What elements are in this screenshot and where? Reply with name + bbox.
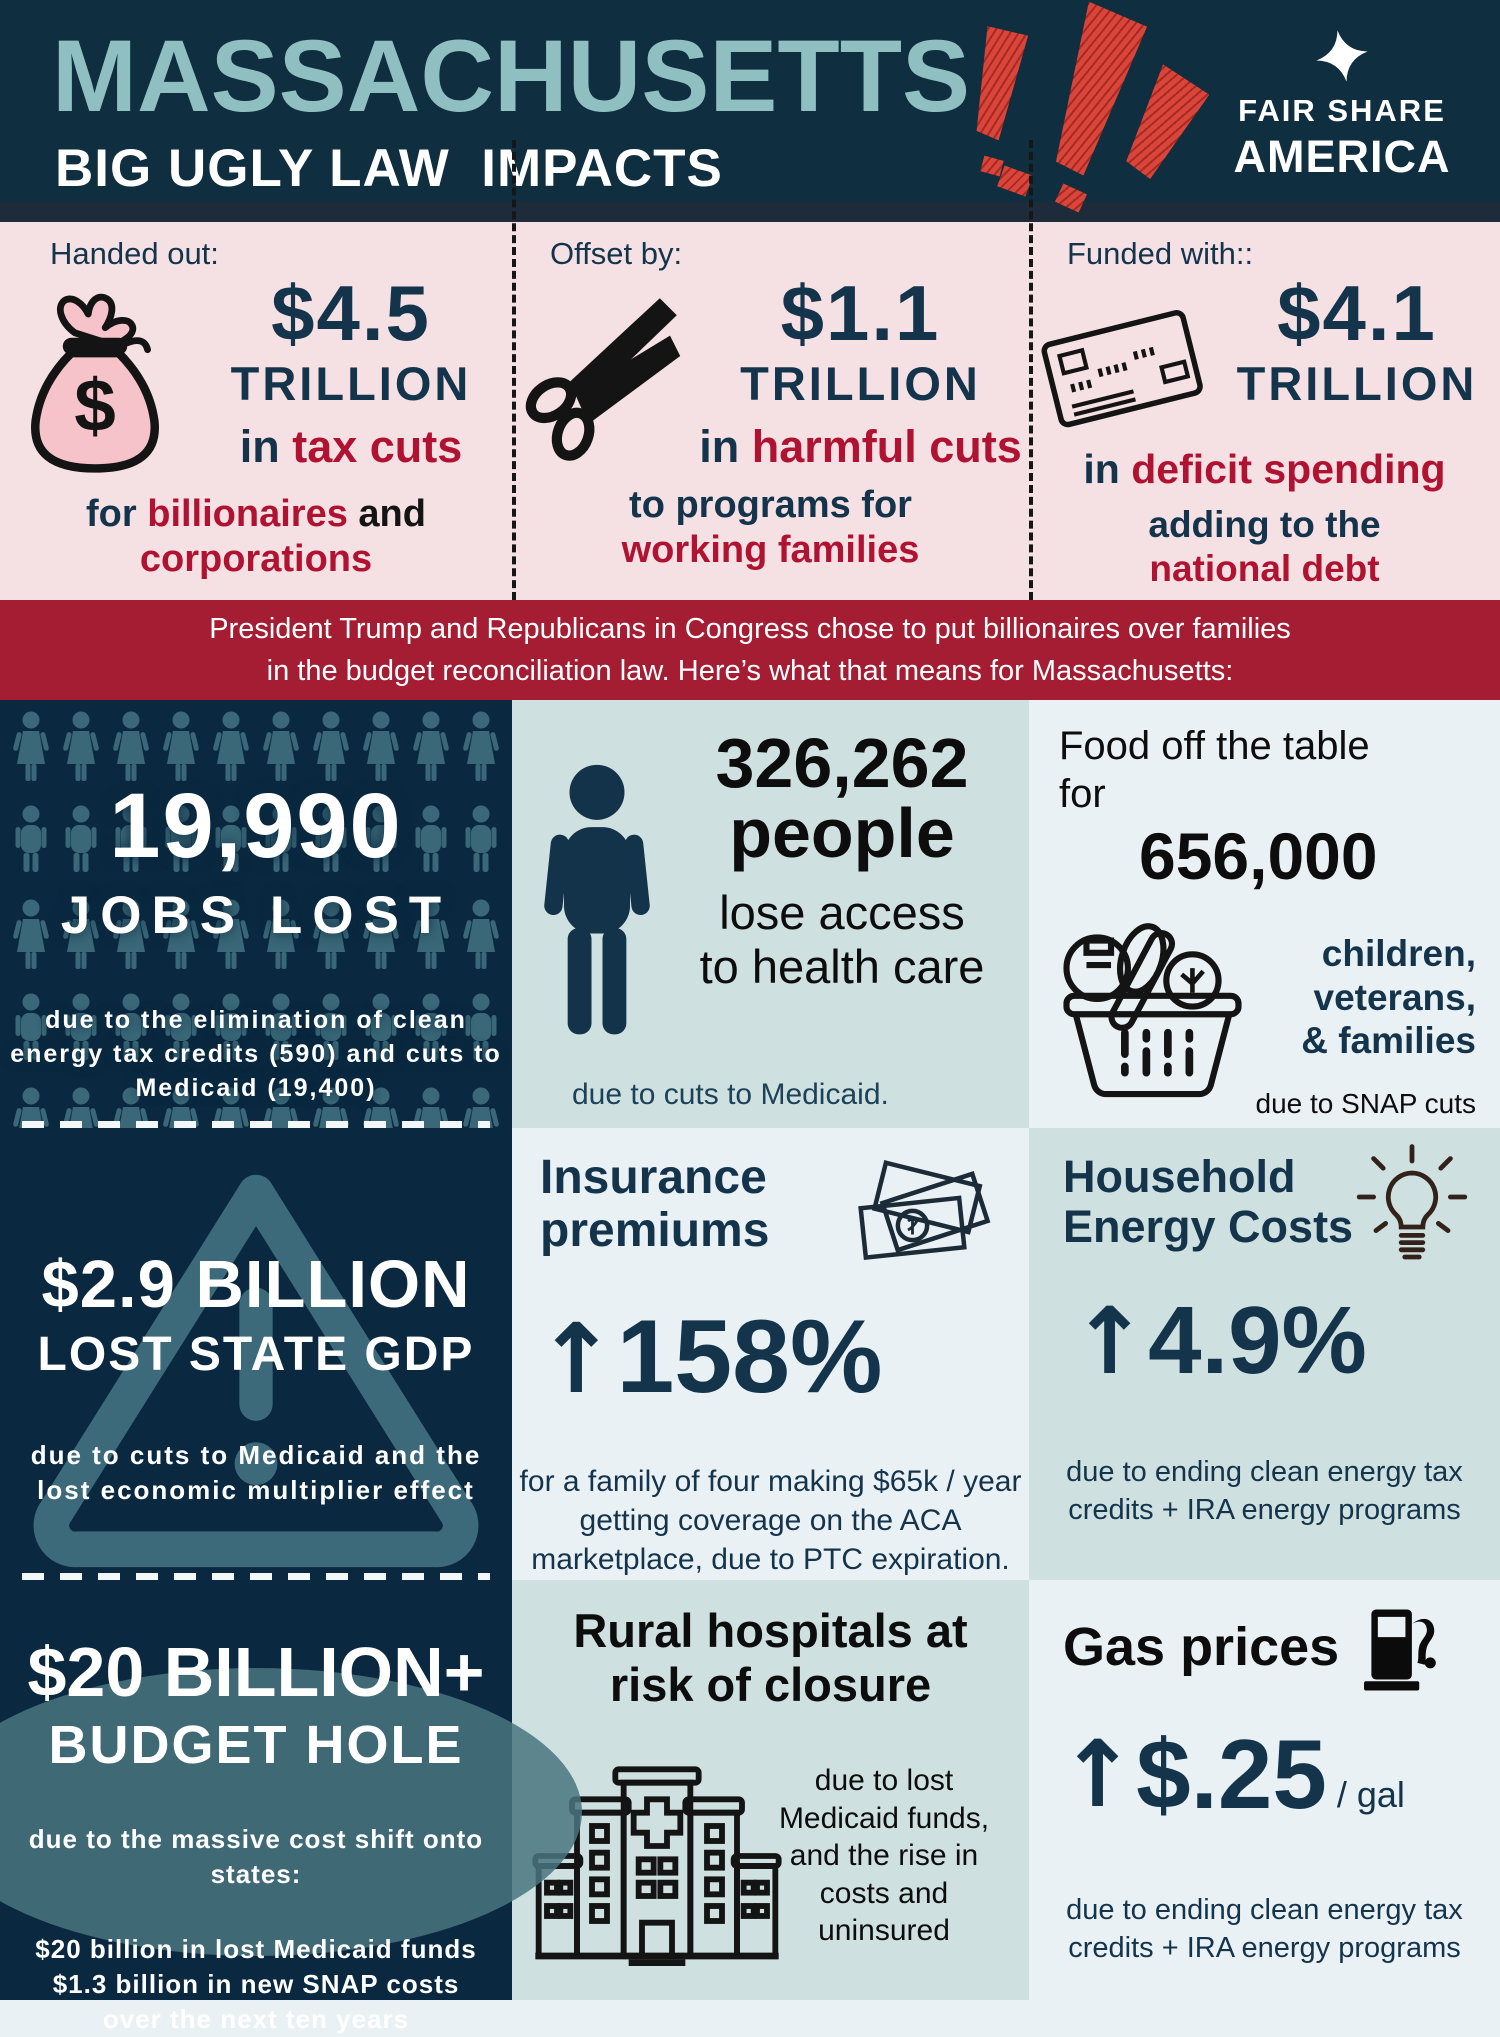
premiums-value-row [536, 1298, 1053, 1417]
page-subtitle: BIG UGLY LAW IMPACTS [55, 139, 723, 198]
gas-pump-icon [1353, 1604, 1445, 1696]
gas-value: $.25 [1136, 1719, 1327, 1829]
card-unit: TRILLION [740, 357, 981, 410]
energy-note: due to ending clean energy tax credits + IRA energy programs [1066, 1456, 1463, 1526]
svg-text:$: $ [74, 363, 116, 448]
page-title: MASSACHUSETTS [52, 19, 971, 133]
up-arrow: ↑ [1059, 1721, 1137, 1828]
summary-card-tax-cuts [0, 222, 512, 600]
card-amount: $1.1 [780, 269, 941, 357]
person-icon [542, 762, 652, 1072]
food-intro: Food off the table for [1059, 724, 1370, 816]
energy-value-row [1071, 1286, 1367, 1396]
stat-gas-prices [1029, 1580, 1500, 2000]
healthcare-value: 326,262 [715, 724, 969, 802]
hospitals-note: due to lost Medicaid funds, and the rise in costs and uninsured [778, 1764, 990, 1947]
gas-note: due to ending clean energy tax credits + IRA energy programs [1066, 1894, 1463, 1964]
card-bottom-line2: corporations [139, 537, 373, 580]
stats-grid [0, 700, 1500, 2035]
card-kicker: Handed out: [50, 236, 219, 271]
credit-card-icon [1039, 296, 1204, 436]
gas-unit: / gal [1336, 1773, 1405, 1815]
card-mid-accent: harmful cuts [751, 421, 1022, 472]
gas-title: Gas prices [1063, 1617, 1340, 1677]
jobs-lost-label: JOBS LOST [60, 886, 452, 945]
gdp-label: LOST STATE GDP [37, 1328, 475, 1381]
premiums-title: Insurance premiums [540, 1151, 770, 1257]
card-mid-plain: in [699, 421, 752, 472]
card-bottom-line2: working families [621, 528, 920, 571]
healthcare-note: due to cuts to Medicaid. [572, 1078, 889, 1111]
gdp-note: due to cuts to Medicaid and the lost economic multiplier effect [30, 1440, 482, 1506]
stat-insurance-premiums [512, 1128, 1029, 1580]
up-arrow: ↑ [1071, 1288, 1149, 1395]
logo-text-line2: AMERICA [1233, 131, 1451, 182]
fair-share-america-logo [1212, 30, 1472, 183]
stat-health-care [512, 700, 1029, 1128]
card-mid: in deficit spending [1083, 446, 1446, 492]
gdp-value: $2.9 BILLION [41, 1247, 471, 1322]
card-kicker: Funded with:: [1067, 236, 1254, 271]
gas-value-row [1059, 1718, 1405, 1831]
healthcare-value-word: people [729, 794, 955, 872]
header [0, 0, 1500, 202]
stat-jobs-lost [0, 700, 512, 1128]
exclamation-dot-icon [980, 156, 1003, 177]
exclamation-mark-icon [1115, 63, 1213, 187]
jobs-lost-value: 19,990 [109, 775, 403, 877]
intro-banner [0, 600, 1500, 700]
card-unit: TRILLION [230, 357, 472, 410]
up-arrow: ↑ [536, 1303, 617, 1415]
light-bulb-icon [1352, 1144, 1472, 1274]
money-bills-icon [854, 1164, 989, 1269]
healthcare-line2: to health care [699, 940, 985, 994]
budget-label: BUDGET HOLE [48, 1715, 464, 1775]
summary-band [0, 222, 1500, 600]
banner-line1: President Trump and Republicans in Congress chose to put billionaires over families [209, 612, 1291, 645]
banner-line2: in the budget reconciliation law. Here’s what that means for Massachusetts: [266, 655, 1234, 687]
stat-household-energy [1029, 1128, 1500, 1580]
card-bottom-line1: adding to the [1148, 504, 1381, 545]
summary-card-harmful-cuts [512, 222, 1029, 600]
card-amount: $4.5 [271, 269, 431, 357]
column-divider [512, 140, 516, 600]
premiums-value: 158% [616, 1299, 883, 1415]
food-value: 656,000 [1139, 819, 1378, 893]
summary-card-deficit-spending [1029, 222, 1500, 600]
card-mid-accent: tax cuts [292, 421, 463, 472]
jobs-lost-note: due to the elimination of clean energy tax credits (590) and cuts to Medicaid (19,400) [10, 1006, 502, 1102]
scissors-icon [517, 288, 687, 458]
card-mid-plain: in [239, 421, 293, 472]
money-bag-icon [10, 292, 180, 482]
energy-value: 4.9% [1148, 1287, 1367, 1394]
food-who-list: children, veterans, & families [1301, 933, 1476, 1062]
exclamation-mark-icon [969, 26, 1028, 143]
energy-title: Household Energy Costs [1063, 1151, 1354, 1253]
stat-budget-hole [0, 1580, 512, 2035]
card-bottom-line1: for billionaires and [86, 493, 426, 535]
card-bottom-line1: to programs for [629, 484, 912, 526]
star-icon [1316, 30, 1368, 82]
grocery-basket-icon [1045, 906, 1260, 1101]
stat-rural-hospitals [512, 1580, 1029, 2000]
food-note: due to SNAP cuts [1255, 1088, 1476, 1119]
card-bottom-line2: national debt [1149, 547, 1380, 589]
healthcare-line1: lose access [719, 886, 965, 939]
card-kicker: Offset by: [550, 236, 683, 271]
hospitals-title: Rural hospitals at risk of closure [573, 1604, 968, 1712]
header-divider-strip [0, 202, 1500, 222]
budget-value: $20 BILLION+ [27, 1633, 485, 1711]
premiums-note: for a family of four making $65k / year getting coverage on the ACA marketplace, due to PTC expiration. [519, 1465, 1022, 1576]
exclamation-dot-icon [997, 166, 1033, 197]
stat-lost-gdp [0, 1128, 512, 1580]
budget-note1: due to the massive cost shift onto states: [28, 1824, 484, 1890]
card-unit: TRILLION [1236, 357, 1478, 410]
column-divider [1029, 140, 1033, 600]
logo-text-line1: FAIR SHARE [1238, 93, 1446, 128]
card-amount: $4.1 [1277, 269, 1437, 357]
stat-snap-food [1029, 700, 1500, 1128]
budget-note2: $20 billion in lost Medicaid funds $1.3 billion in new SNAP costs over the next ten years [35, 1934, 477, 2035]
